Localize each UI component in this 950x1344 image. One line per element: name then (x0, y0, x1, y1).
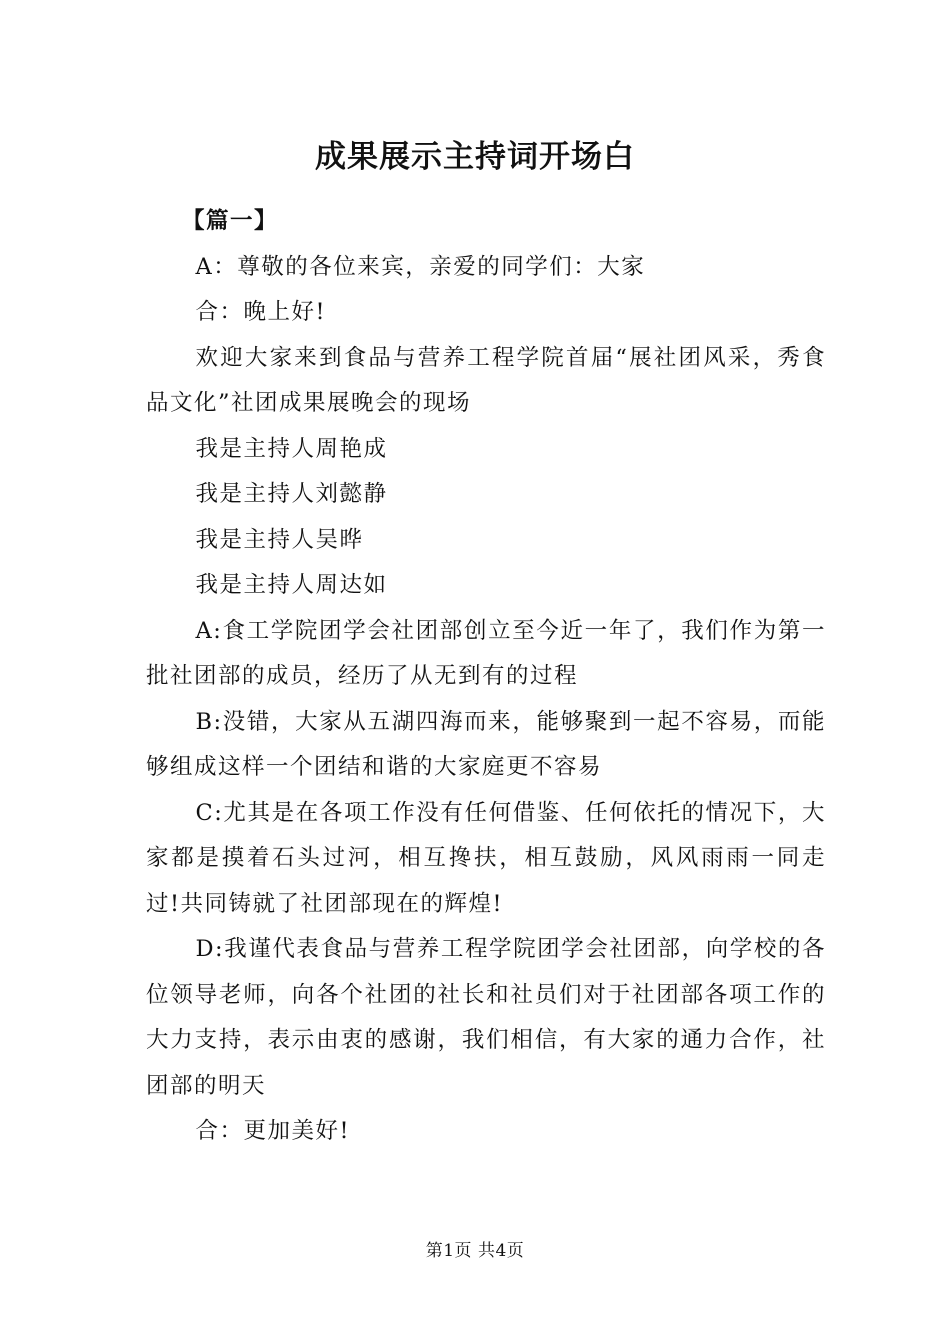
paragraph-host-1: 我是主持人周艳成 (195, 435, 388, 462)
paragraph-speaker-c: C:尤其是在各项工作没有任何借鉴、任何依托的情况下，大家都是摸着石头过河，相互搀扶，相互鼓励，风风雨雨一同走过!共同铸就了社团部现在的辉煌! (146, 799, 826, 917)
section-heading: 【篇一】 (182, 208, 279, 234)
paragraph-greeting-a: A：尊敬的各位来宾，亲爱的同学们：大家 (195, 253, 646, 280)
paragraph-greeting-all: 合：晚上好! (195, 299, 327, 325)
paragraph-host-3: 我是主持人吴晔 (195, 526, 364, 553)
paragraph-host-2: 我是主持人刘懿静 (195, 481, 388, 507)
paragraph-welcome: 欢迎大家来到食品与营养工程学院首届“展社团风采，秀食品文化”社团成果展晚会的现场 (146, 344, 826, 416)
paragraph-closing-all: 合：更加美好! (195, 1118, 351, 1144)
paragraph-speaker-a: A:食工学院团学会社团部创立至今近一年了，我们作为第一批社团部的成员，经历了从无到有的过程 (146, 617, 826, 689)
document-body (146, 199, 826, 1155)
paragraph-speaker-b: B:没错，大家从五湖四海而来，能够聚到一起不容易，而能够组成这样一个团结和谐的大家庭更不容易 (146, 708, 826, 780)
page-number-footer: 第1页 共4页 (425, 1241, 525, 1261)
paragraph-host-4: 我是主持人周达如 (195, 572, 388, 598)
document-title: 成果展示主持词开场白 (315, 139, 635, 175)
paragraph-speaker-d: D:我谨代表食品与营养工程学院团学会社团部，向学校的各位领导老师，向各个社团的社长和社员们对于社团部各项工作的大力支持，表示由衷的感谢，我们相信，有大家的通力合作，社团部的明天 (146, 936, 826, 1099)
